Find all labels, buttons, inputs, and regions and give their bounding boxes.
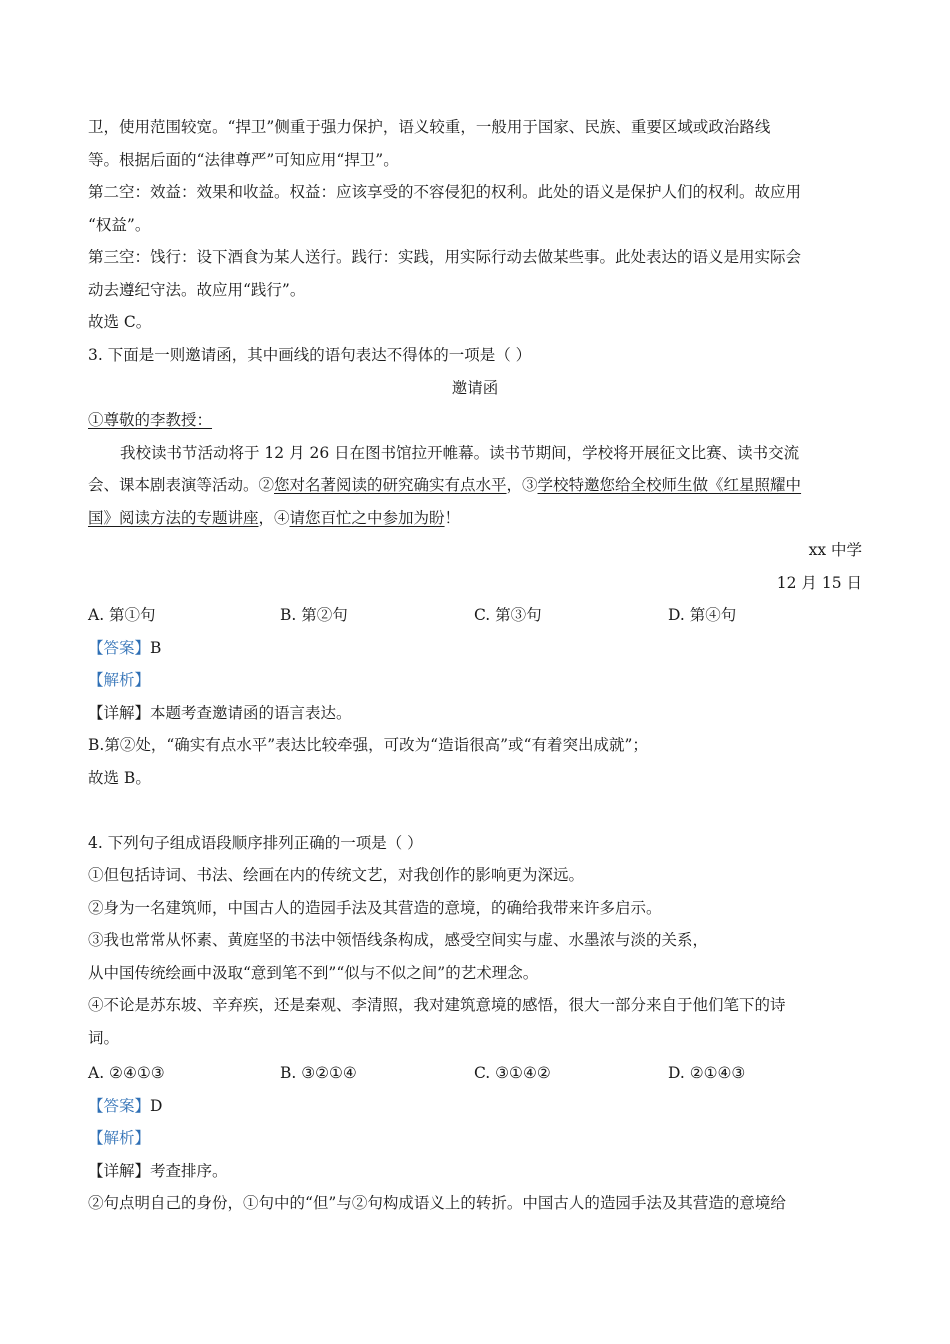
answer-line <box>88 637 868 659</box>
detail-line <box>88 702 868 724</box>
detail-text: 考查排序。 <box>150 1162 228 1180</box>
option-c: C. 第③句 <box>474 606 542 624</box>
letter-body-line <box>88 507 868 529</box>
text-segment: ，③ <box>506 476 538 494</box>
letter-salutation <box>88 409 868 431</box>
question-3-stem: 3. 下面是一则邀请函，其中画线的语句表达不得体的一项是（ ） <box>88 346 532 364</box>
question-4-stem: 4. 下列句子组成语段顺序排列正确的一项是（ ） <box>88 834 423 852</box>
analysis-tag: 【解析】 <box>88 671 151 689</box>
detail-text: 本题考查邀请函的语言表达。 <box>150 704 352 722</box>
answer-value: B <box>150 639 162 657</box>
text-segment: 会、课本剧表演等活动。② <box>88 476 275 494</box>
explanation-line: ②句点明自己的身份，①句中的“但”与②句构成语义上的转折。中国古人的造园手法及其营造的意境给 <box>88 1194 786 1212</box>
text-line: 等。根据后面的“法律尊严”可知应用“捍卫”。 <box>88 151 399 169</box>
sentence-4: ④不论是苏东坡、辛弃疾，还是秦观、李清照，我对建筑意境的感悟，很大一部分来自于他们笔下的诗 <box>88 996 786 1014</box>
sentence-3-cont: 从中国传统绘画中汲取“意到笔不到”“似与不似之间”的艺术理念。 <box>88 964 539 982</box>
answer-line <box>88 1095 868 1117</box>
text-segment: ！ <box>444 509 461 527</box>
letter-title: 邀请函 <box>451 379 499 397</box>
detail-line <box>88 1160 868 1182</box>
underlined-sentence: 国》阅读方法的专题讲座 <box>88 509 259 527</box>
text-line: 动去遵纪守法。故应用“践行”。 <box>88 281 306 299</box>
text-line: “权益”。 <box>88 216 151 234</box>
underlined-sentence: ①尊敬的李教授： <box>88 411 213 429</box>
text-segment: ，④ <box>258 509 290 527</box>
letter-signature: xx 中学 <box>808 541 862 559</box>
text-line: 故选 C。 <box>88 313 152 331</box>
sentence-4-cont: 词。 <box>88 1029 120 1047</box>
sentence-1: ①但包括诗词、书法、绘画在内的传统文艺，对我创作的影响更为深远。 <box>88 866 585 884</box>
text-line: 第二空：效益：效果和收益。权益：应该享受的不容侵犯的权利。此处的语义是保护人们的权利。故应用 <box>88 183 802 201</box>
text-line: 第三空：饯行：设下酒食为某人送行。践行：实践，用实际行动去做某些事。此处表达的语义是用实际会 <box>88 248 802 266</box>
option-b: B. ③②①④ <box>280 1064 357 1082</box>
option-d: D. ②①④③ <box>668 1064 746 1082</box>
explanation-line: B.第②处，“确实有点水平”表达比较牵强，可改为“造诣很高”或“有着突出成就”； <box>88 736 648 754</box>
detail-tag: 【详解】 <box>88 704 151 722</box>
option-d: D. 第④句 <box>668 606 737 624</box>
letter-body-line <box>88 474 868 496</box>
text-line: 卫，使用范围较宽。“捍卫”侧重于强力保护，语义较重，一般用于国家、民族、重要区域或政治路线 <box>88 118 771 136</box>
letter-body-line: 我校读书节活动将于 12 月 26 日在图书馆拉开帷幕。读书节期间，学校将开展征文比赛、读书交流 <box>120 444 800 462</box>
underlined-sentence: 学校特邀您给全校师生做《红星照耀中 <box>537 476 802 494</box>
option-a: A. ②④①③ <box>88 1064 165 1082</box>
analysis-tag: 【解析】 <box>88 1129 151 1147</box>
option-a: A. 第①句 <box>88 606 156 624</box>
letter-date: 12 月 15 日 <box>776 574 862 592</box>
detail-tag: 【详解】 <box>88 1162 151 1180</box>
answer-tag: 【答案】 <box>88 1097 151 1115</box>
sentence-3: ③我也常常从怀素、黄庭坚的书法中领悟线条构成，感受空间实与虚、水墨浓与淡的关系， <box>88 931 709 949</box>
option-c: C. ③①④② <box>474 1064 551 1082</box>
explanation-line: 故选 B。 <box>88 769 151 787</box>
option-b: B. 第②句 <box>280 606 348 624</box>
underlined-sentence: 请您百忙之中参加为盼 <box>289 509 445 527</box>
answer-value: D <box>150 1097 163 1115</box>
answer-tag: 【答案】 <box>88 639 151 657</box>
underlined-sentence: 您对名著阅读的研究确实有点水平 <box>274 476 507 494</box>
sentence-2: ②身为一名建筑师，中国古人的造园手法及其营造的意境，的确给我带来许多启示。 <box>88 899 662 917</box>
